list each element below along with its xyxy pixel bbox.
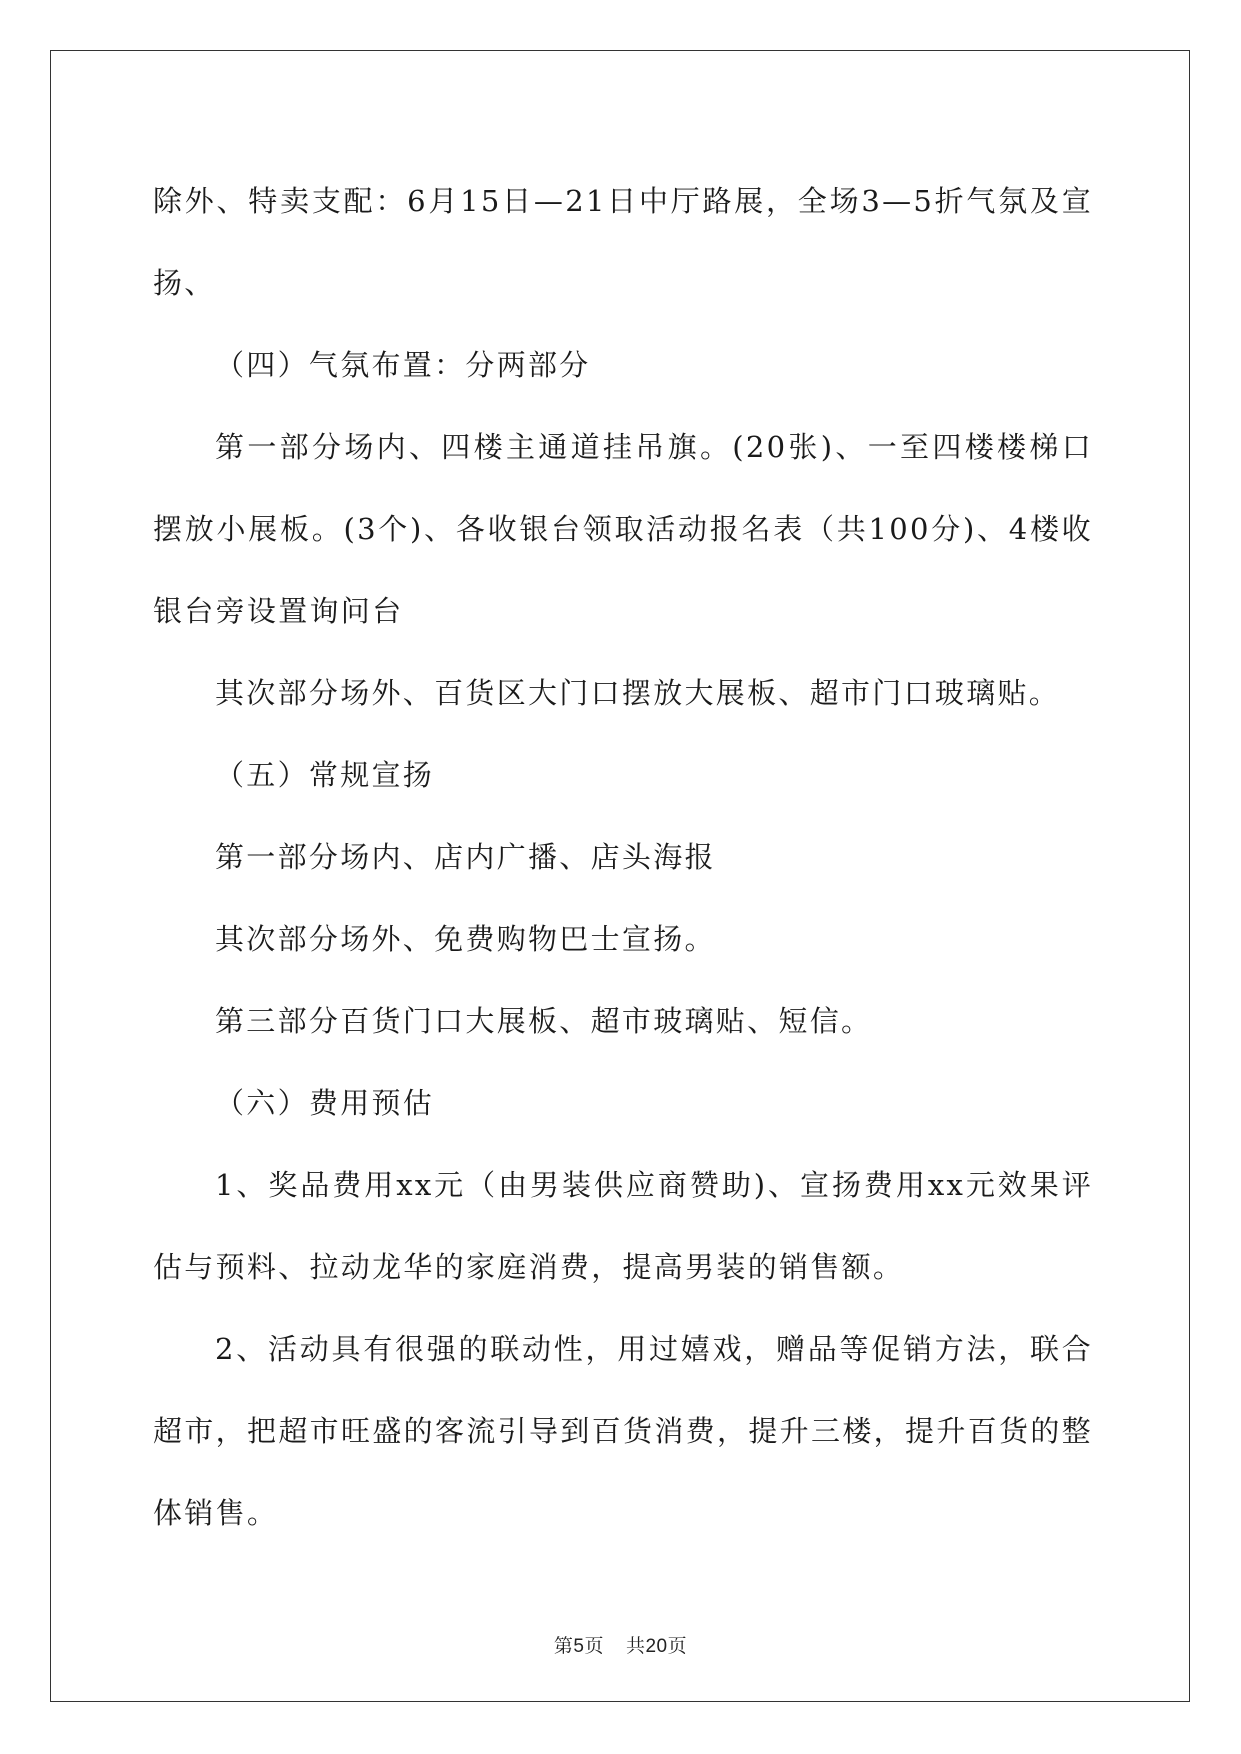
- footer-total-suffix: 页: [667, 1635, 688, 1657]
- footer-page-prefix: 第: [553, 1635, 574, 1657]
- paragraph-outdoor-promotion: 其次部分场外、免费购物巴士宣扬。: [215, 922, 716, 956]
- footer-page-number: 5: [573, 1636, 585, 1657]
- paragraph-outdoor-setup: 其次部分场外、百货区大门口摆放大展板、超市门口玻璃贴。: [215, 676, 1061, 710]
- footer-page-suffix: 页: [584, 1635, 604, 1657]
- footer-total-pages: 20: [645, 1636, 668, 1657]
- page-footer: [0, 1631, 1241, 1658]
- paragraph-cost-item-1: 1、奖品费用xx元（由男装供应商赞助)、宣扬费用xx元效果评估与预料、拉动龙华的家庭消费，提高男装的销售额。: [153, 1168, 1093, 1284]
- document-body: [153, 160, 1093, 1554]
- paragraph-cost-item-2: 2、活动具有很强的联动性，用过嬉戏，赠品等促销方法，联合超市，把超市旺盛的客流引导到百货消费，提升三楼，提升百货的整体销售。: [153, 1332, 1093, 1530]
- paragraph-third-part: 第三部分百货门口大展板、超市玻璃贴、短信。: [215, 1004, 873, 1038]
- paragraph-special-sale: 除外、特卖支配：6月15日—21日中厅路展，全场3—5折气氛及宣扬、: [153, 184, 1093, 300]
- heading-cost-estimate: （六）费用预估: [215, 1086, 435, 1120]
- footer-total-prefix: 共: [625, 1635, 646, 1657]
- heading-atmosphere-setup: （四）气氛布置：分两部分: [215, 348, 591, 382]
- paragraph-indoor-promotion: 第一部分场内、店内广播、店头海报: [215, 840, 716, 874]
- paragraph-indoor-setup: 第一部分场内、四楼主通道挂吊旗。(20张)、一至四楼楼梯口摆放小展板。(3个)、各收银台领取活动报名表（共100分)、4楼收银台旁设置询问台: [153, 430, 1093, 628]
- heading-regular-promotion: （五）常规宣扬: [215, 758, 435, 792]
